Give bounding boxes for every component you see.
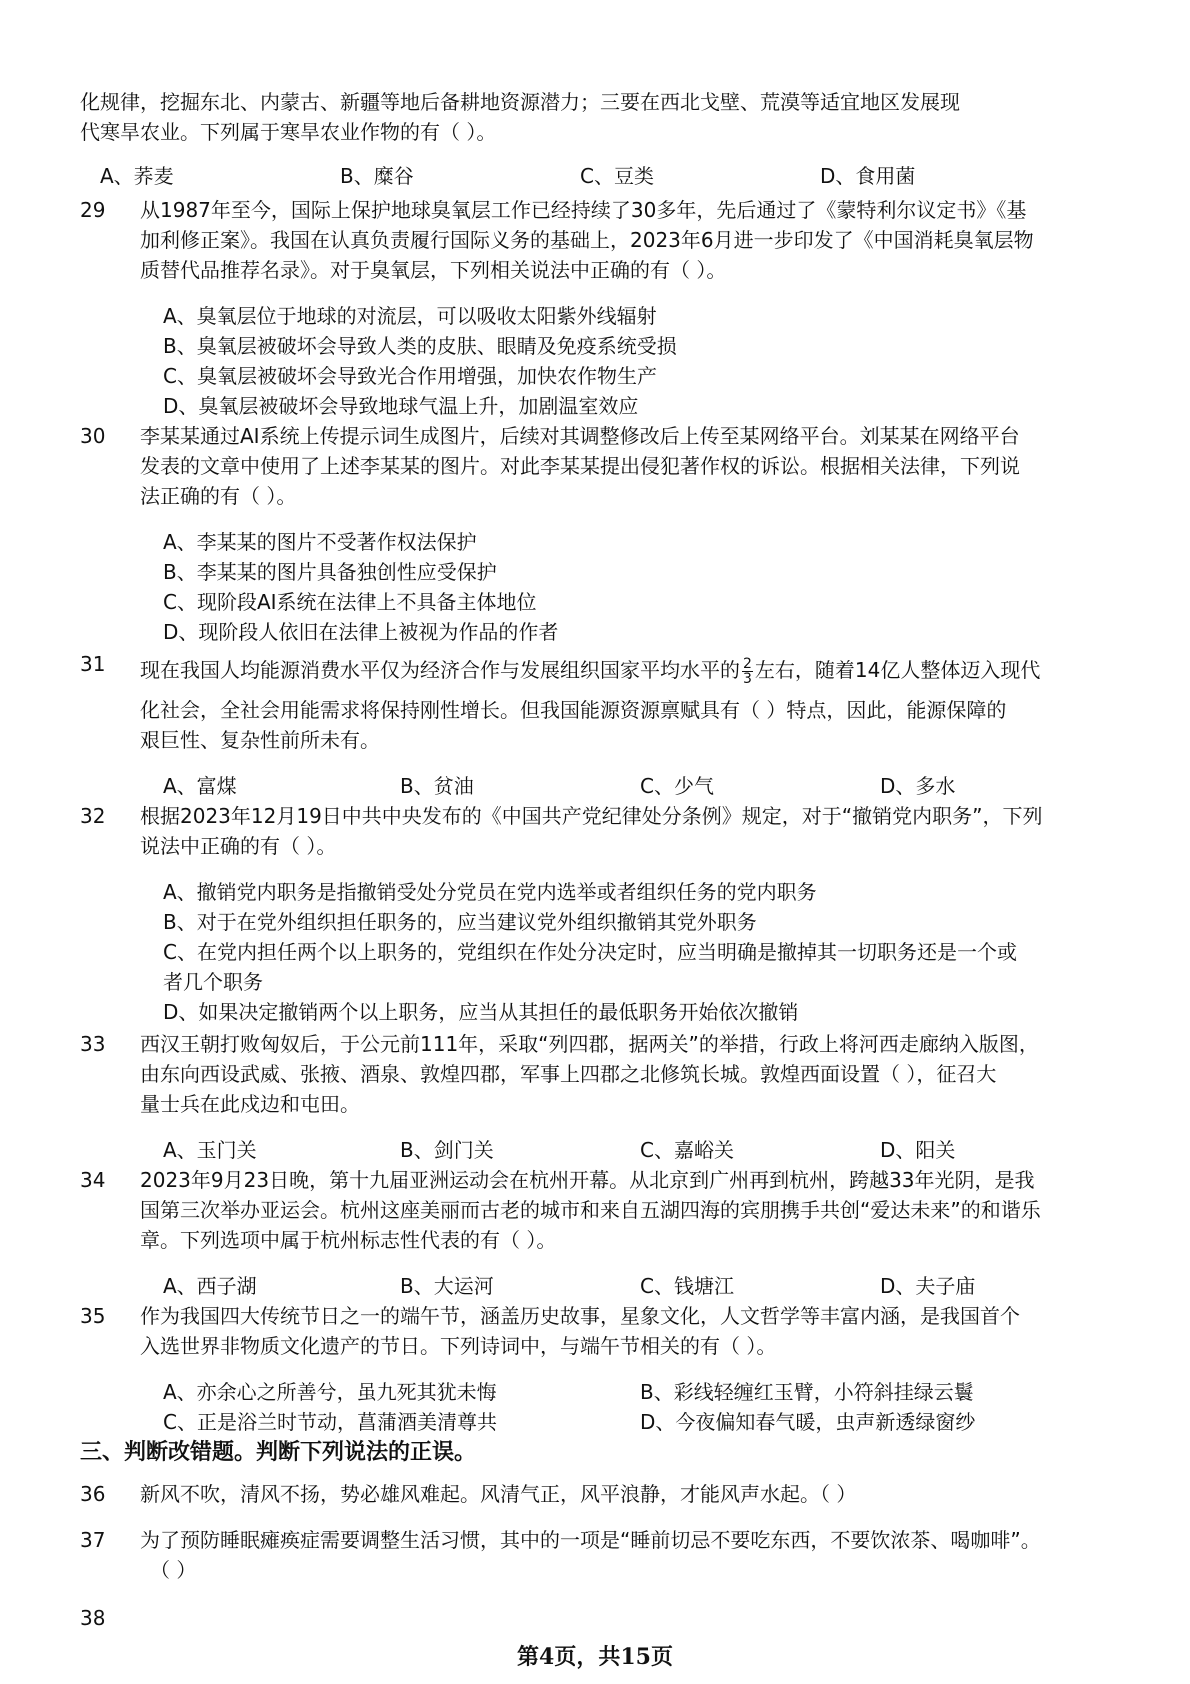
q29-line-1: 从1987年至今，国际上保护地球臭氧层工作已经持续了30多年，先后通过了《蒙特利尔议定书》《基 bbox=[140, 198, 1027, 222]
q35-option-b: B、彩线轻缠红玉臂，小符斜挂绿云鬟 bbox=[640, 1380, 974, 1404]
q31-line-3: 艰巨性、复杂性前所未有。 bbox=[140, 728, 380, 752]
intro-line-1: 化规律，挖掘东北、内蒙古、新疆等地后备耕地资源潜力；三要在西北戈壁、荒漠等适宜地区发展现 bbox=[80, 90, 960, 114]
fraction-two-thirds bbox=[742, 657, 753, 686]
fraction-numerator: 2 bbox=[743, 656, 752, 672]
q32-option-a: A、撤销党内职务是指撤销受处分党员在党内选举或者组织任务的党内职务 bbox=[163, 880, 817, 904]
question-number-29: 29 bbox=[80, 198, 106, 222]
q36-text: 新风不吹，清风不扬，势必雄风难起。风清气正，风平浪静，才能风声水起。（ ） bbox=[140, 1482, 857, 1506]
fraction-denominator: 3 bbox=[743, 671, 752, 687]
q34-option-a: A、西子湖 bbox=[163, 1274, 257, 1298]
q29-line-3: 质替代品推荐名录》。对于臭氧层，下列相关说法中正确的有（ ）。 bbox=[140, 258, 727, 282]
q31-option-c: C、少气 bbox=[640, 774, 714, 798]
q34-option-b: B、大运河 bbox=[400, 1274, 494, 1298]
q34-option-d: D、夫子庙 bbox=[880, 1274, 976, 1298]
q34-line-3: 章。下列选项中属于杭州标志性代表的有（ ）。 bbox=[140, 1228, 557, 1252]
q30-option-b: B、李某某的图片具备独创性应受保护 bbox=[163, 560, 497, 584]
q32-option-d: D、如果决定撤销两个以上职务，应当从其担任的最低职务开始依次撤销 bbox=[163, 1000, 799, 1024]
q29-option-d: D、臭氧层被破坏会导致地球气温上升，加剧温室效应 bbox=[163, 394, 639, 418]
q31-line-1 bbox=[140, 652, 1040, 688]
q30-line-3: 法正确的有（ ）。 bbox=[140, 484, 297, 508]
intro-option-d: D、食用菌 bbox=[820, 164, 916, 188]
q33-option-a: A、玉门关 bbox=[163, 1138, 257, 1162]
question-number-31: 31 bbox=[80, 652, 106, 676]
intro-option-c: C、豆类 bbox=[580, 164, 654, 188]
q29-option-c: C、臭氧层被破坏会导致光合作用增强，加快农作物生产 bbox=[163, 364, 657, 388]
q29-option-b: B、臭氧层被破坏会导致人类的皮肤、眼睛及免疫系统受损 bbox=[163, 334, 677, 358]
question-number-37: 37 bbox=[80, 1528, 106, 1552]
q33-line-1: 西汉王朝打败匈奴后，于公元前111年，采取“列四郡，据两关”的举措，行政上将河西走廊纳入版图， bbox=[140, 1032, 1039, 1056]
q30-option-d: D、现阶段人依旧在法律上被视为作品的作者 bbox=[163, 620, 559, 644]
intro-option-a: A、荞麦 bbox=[100, 164, 174, 188]
q33-line-2: 由东向西设武威、张掖、酒泉、敦煌四郡，军事上四郡之北修筑长城。敦煌西面设置（ ），征召大 bbox=[140, 1062, 997, 1086]
page-footer: 第4页，共15页 bbox=[517, 1644, 673, 1670]
question-number-35: 35 bbox=[80, 1304, 106, 1328]
q31-line-2: 化社会，全社会用能需求将保持刚性增长。但我国能源资源禀赋具有（ ）特点，因此，能源保障的 bbox=[140, 698, 1007, 722]
q34-line-2: 国第三次举办亚运会。杭州这座美丽而古老的城市和来自五湖四海的宾朋携手共创“爱达未来”的和谐乐 bbox=[140, 1198, 1041, 1222]
section-heading: 三、判断改错题。判断下列说法的正误。 bbox=[80, 1440, 477, 1465]
q35-line-2: 入选世界非物质文化遗产的节日。下列诗词中，与端午节相关的有（ ）。 bbox=[140, 1334, 777, 1358]
q33-line-3: 量士兵在此戍边和屯田。 bbox=[140, 1092, 360, 1116]
q31-option-a: A、富煤 bbox=[163, 774, 237, 798]
q30-line-2: 发表的文章中使用了上述李某某的图片。对此李某某提出侵犯著作权的诉讼。根据相关法律，下列说 bbox=[140, 454, 1020, 478]
q34-option-c: C、钱塘江 bbox=[640, 1274, 734, 1298]
question-number-34: 34 bbox=[80, 1168, 106, 1192]
question-number-38: 38 bbox=[80, 1606, 106, 1630]
question-number-30: 30 bbox=[80, 424, 106, 448]
q35-option-d: D、今夜偏知春气暖，虫声新透绿窗纱 bbox=[640, 1410, 976, 1434]
q31-option-b: B、贫油 bbox=[400, 774, 474, 798]
q30-option-a: A、李某某的图片不受著作权法保护 bbox=[163, 530, 477, 554]
intro-option-b: B、糜谷 bbox=[340, 164, 414, 188]
question-number-32: 32 bbox=[80, 804, 106, 828]
q32-option-c-cont: 者几个职务 bbox=[163, 970, 263, 994]
q33-option-c: C、嘉峪关 bbox=[640, 1138, 734, 1162]
q29-option-a: A、臭氧层位于地球的对流层，可以吸收太阳紫外线辐射 bbox=[163, 304, 657, 328]
intro-line-2: 代寒旱农业。下列属于寒旱农业作物的有（ ）。 bbox=[80, 120, 497, 144]
q30-option-c: C、现阶段AI系统在法律上不具备主体地位 bbox=[163, 590, 537, 614]
q35-line-1: 作为我国四大传统节日之一的端午节，涵盖历史故事，星象文化，人文哲学等丰富内涵，是我国首个 bbox=[140, 1304, 1020, 1328]
question-number-33: 33 bbox=[80, 1032, 106, 1056]
q32-option-c: C、在党内担任两个以上职务的，党组织在作处分决定时，应当明确是撤掉其一切职务还是一个或 bbox=[163, 940, 1017, 964]
q33-option-b: B、剑门关 bbox=[400, 1138, 494, 1162]
q34-line-1: 2023年9月23日晚，第十九届亚洲运动会在杭州开幕。从北京到广州再到杭州，跨越33年光阴，是我 bbox=[140, 1168, 1035, 1192]
q32-line-2: 说法中正确的有（ ）。 bbox=[140, 834, 337, 858]
q37-line-1: 为了预防睡眠瘫痪症需要调整生活习惯，其中的一项是“睡前切忌不要吃东西，不要饮浓茶、喝咖啡”。 bbox=[140, 1528, 1041, 1552]
q30-line-1: 李某某通过AI系统上传提示词生成图片，后续对其调整修改后上传至某网络平台。刘某某在网络平台 bbox=[140, 424, 1020, 448]
q35-option-a: A、亦余心之所善兮，虽九死其犹未悔 bbox=[163, 1380, 497, 1404]
q31-line-1-pre: 现在我国人均能源消费水平仅为经济合作与发展组织国家平均水平的 bbox=[140, 658, 740, 682]
q29-line-2: 加利修正案》。我国在认真负责履行国际义务的基础上，2023年6月进一步印发了《中国消耗臭氧层物 bbox=[140, 228, 1034, 252]
q33-option-d: D、阳关 bbox=[880, 1138, 956, 1162]
q31-line-1-post: 左右，随着14亿人整体迈入现代 bbox=[754, 658, 1041, 682]
q32-option-b: B、对于在党外组织担任职务的，应当建议党外组织撤销其党外职务 bbox=[163, 910, 757, 934]
q32-line-1: 根据2023年12月19日中共中央发布的《中国共产党纪律处分条例》规定，对于“撤销党内职务”，下列 bbox=[140, 804, 1043, 828]
q35-option-c: C、正是浴兰时节动，菖蒲酒美清尊共 bbox=[163, 1410, 497, 1434]
q37-line-2: （ ） bbox=[150, 1558, 197, 1582]
q31-option-d: D、多水 bbox=[880, 774, 956, 798]
question-number-36: 36 bbox=[80, 1482, 106, 1506]
